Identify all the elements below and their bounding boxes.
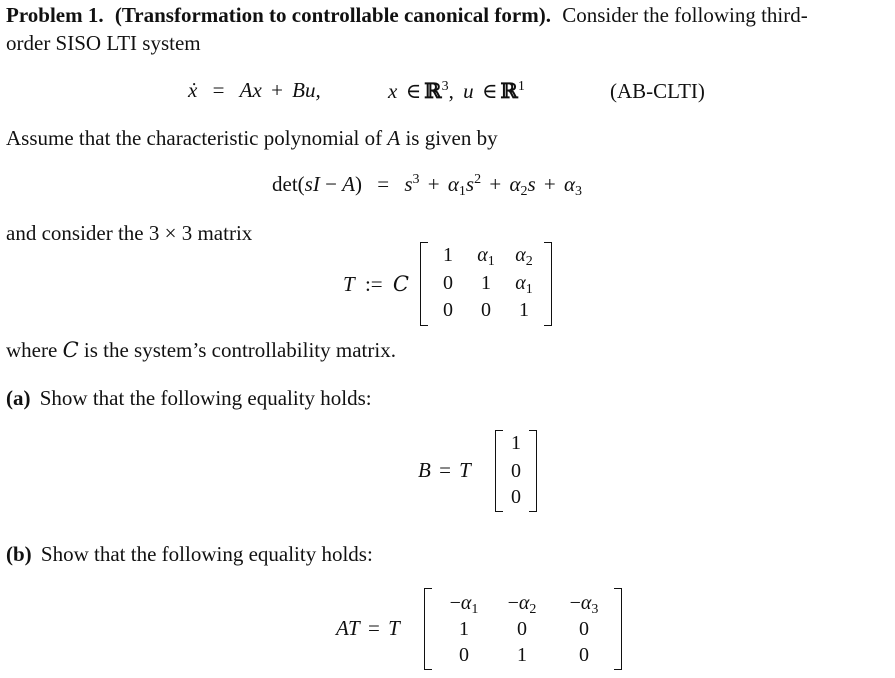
equals-sign: = — [377, 172, 390, 196]
part-a-text: Show that the following equality holds: — [39, 386, 372, 410]
controllability-symbol: C — [392, 272, 409, 296]
problem-label: Problem 1. — [6, 3, 104, 27]
matrix-cell: 1 — [459, 618, 469, 640]
plus-sign: + — [427, 172, 440, 196]
right-bracket — [614, 588, 622, 670]
matrix-cell: 0 — [511, 486, 521, 508]
plus-sign: + — [271, 78, 283, 102]
matrix-cell: 0 — [511, 460, 521, 482]
dim-3: 3 — [441, 79, 449, 94]
equals-sign: = — [367, 616, 380, 640]
a-term: A — [342, 172, 355, 196]
alpha-1: α — [447, 172, 459, 196]
assume-sentence — [6, 125, 498, 151]
state-domain — [388, 78, 525, 104]
left-bracket — [420, 242, 428, 326]
alpha-3: α — [564, 172, 576, 196]
alpha-3-sub: 3 — [575, 184, 583, 199]
real-set: ℝ — [500, 78, 518, 103]
plus-sign: + — [543, 172, 556, 196]
matrix-cell: 1 — [517, 644, 527, 666]
problem-intro: Consider the following third- — [562, 3, 808, 27]
element-of: ∈ — [405, 79, 422, 103]
x-dot: ẋ — [188, 78, 198, 102]
si-term: sI — [304, 172, 320, 196]
characteristic-polynomial — [272, 172, 582, 197]
part-b — [6, 541, 373, 567]
det-close: ) — [355, 172, 362, 196]
part-b-label: (b) — [6, 542, 32, 566]
x-symbol: x — [388, 79, 398, 103]
t-symbol: T — [388, 616, 400, 640]
part-a — [6, 385, 372, 411]
matrix-cell: $-\alpha_1$ — [449, 592, 479, 617]
matrix-cell: 0 — [459, 644, 469, 666]
matrix-cell: $-\alpha_3$ — [569, 592, 599, 617]
power-2: 2 — [474, 172, 482, 187]
part-a-label: (a) — [6, 386, 31, 410]
matrix-cell: 1 — [481, 272, 491, 294]
state-equation — [188, 78, 321, 103]
matrix-cell: 1 — [443, 244, 453, 266]
matrix-a-symbol: A — [387, 126, 401, 150]
matrix-cell: $\alpha_2$ — [515, 244, 533, 269]
t-matrix — [420, 242, 552, 326]
matrix-cell: 0 — [481, 299, 491, 321]
b-symbol: B — [418, 458, 431, 482]
at-symbol: AT — [336, 616, 360, 640]
assign-sign: := — [364, 272, 383, 296]
real-set: ℝ — [424, 78, 442, 103]
consider-sentence: and consider the 3 × 3 matrix — [6, 221, 253, 245]
power-3: 3 — [412, 172, 420, 187]
term-bu: Bu, — [292, 78, 321, 102]
unit-vector — [495, 430, 537, 512]
assume-tail: is given by — [405, 126, 498, 150]
matrix-cell: 0 — [579, 618, 589, 640]
s-squared: s — [465, 172, 475, 196]
matrix-cell: 0 — [579, 644, 589, 666]
term-ax: Ax — [239, 78, 262, 102]
assume-text: Assume that the characteristic polynomial of — [6, 126, 383, 150]
alpha-2-sub: 2 — [520, 184, 528, 199]
problem-title: (Transformation to controllable canonical form). — [114, 3, 551, 27]
matrix-cell: 0 — [443, 299, 453, 321]
element-of: ∈ — [481, 79, 498, 103]
where-tail: is the system’s controllability matrix. — [83, 338, 396, 362]
dim-1: 1 — [517, 79, 525, 94]
matrix-cell: $\alpha_1$ — [515, 272, 533, 297]
plus-sign: + — [489, 172, 502, 196]
controllability-symbol: C — [62, 338, 79, 362]
s-linear: s — [527, 172, 536, 196]
alpha-2: α — [509, 172, 521, 196]
alpha-1-sub: 1 — [458, 184, 466, 199]
where-text: where — [6, 338, 58, 362]
matrix-cell: 0 — [443, 272, 453, 294]
left-bracket — [424, 588, 432, 670]
part-b-text: Show that the following equality holds: — [40, 542, 373, 566]
b-equation-lhs — [418, 458, 471, 483]
matrix-cell: $-\alpha_2$ — [507, 592, 537, 617]
minus-sign: − — [319, 172, 343, 196]
det-open: det( — [272, 172, 305, 196]
comma: , — [448, 79, 454, 103]
equals-sign: = — [212, 78, 225, 102]
companion-matrix — [424, 588, 622, 670]
t-symbol: T — [343, 272, 355, 296]
problem-header — [6, 2, 808, 28]
t-definition-lhs — [343, 272, 409, 297]
matrix-cell: 1 — [511, 432, 521, 454]
equals-sign: = — [439, 458, 451, 482]
right-bracket — [544, 242, 552, 326]
where-sentence — [6, 337, 396, 363]
at-equation-lhs — [336, 616, 400, 641]
matrix-cell: $\alpha_1$ — [477, 244, 495, 269]
matrix-cell: 1 — [519, 299, 529, 321]
u-symbol: u — [463, 79, 474, 103]
equation-tag: (AB-CLTI) — [610, 79, 705, 103]
matrix-cell: 0 — [517, 618, 527, 640]
t-symbol: T — [459, 458, 471, 482]
problem-intro-continued: order SISO LTI system — [6, 31, 201, 55]
s-cubed: s — [404, 172, 413, 196]
